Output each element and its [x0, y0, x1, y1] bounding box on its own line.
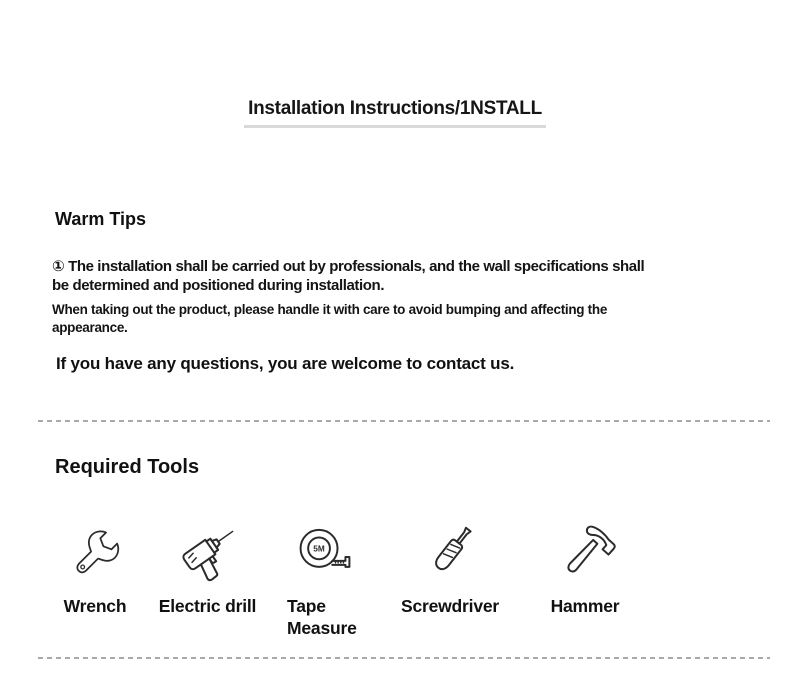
tool-label: Tape Measure: [287, 596, 357, 638]
screwdriver-icon: [417, 516, 483, 586]
tool-label: Wrench: [63, 596, 127, 616]
electric-drill-icon: [174, 516, 242, 586]
page-title: Installation Instructions/1NSTALL: [248, 98, 542, 119]
dashed-divider-bottom: [38, 657, 770, 659]
title-underline: [244, 98, 546, 128]
tool-item-screwdriver: [380, 516, 520, 617]
page-header: [0, 98, 790, 128]
installation-tip-text: ① The installation shall be carried out by professionals, and the wall specifications shall be determined and positioned during installation.: [52, 258, 645, 294]
tool-label: Electric drill: [158, 596, 257, 616]
tape-measure-icon: [290, 516, 356, 586]
tools-row: [40, 516, 660, 639]
tool-label: Hammer: [550, 596, 620, 616]
wrench-icon: [66, 516, 124, 586]
dashed-divider-top: [38, 420, 770, 422]
contact-note-text: If you have any questions, you are welcome to contact us.: [56, 354, 515, 373]
tool-label: Screwdriver: [401, 596, 499, 616]
tape-length-badge: 5M: [312, 544, 325, 554]
tool-item-electric-drill: [150, 516, 265, 617]
tool-item-hammer: [520, 516, 650, 617]
tool-item-wrench: [40, 516, 150, 617]
tool-item-tape-measure: [265, 516, 380, 639]
handling-note-text: When taking out the product, please handle it with care to avoid bumping and affecting the appearance.: [52, 302, 608, 335]
hammer-icon: [552, 516, 618, 586]
warm-tips-heading: Warm Tips: [55, 209, 147, 229]
required-tools-heading: Required Tools: [55, 456, 200, 478]
